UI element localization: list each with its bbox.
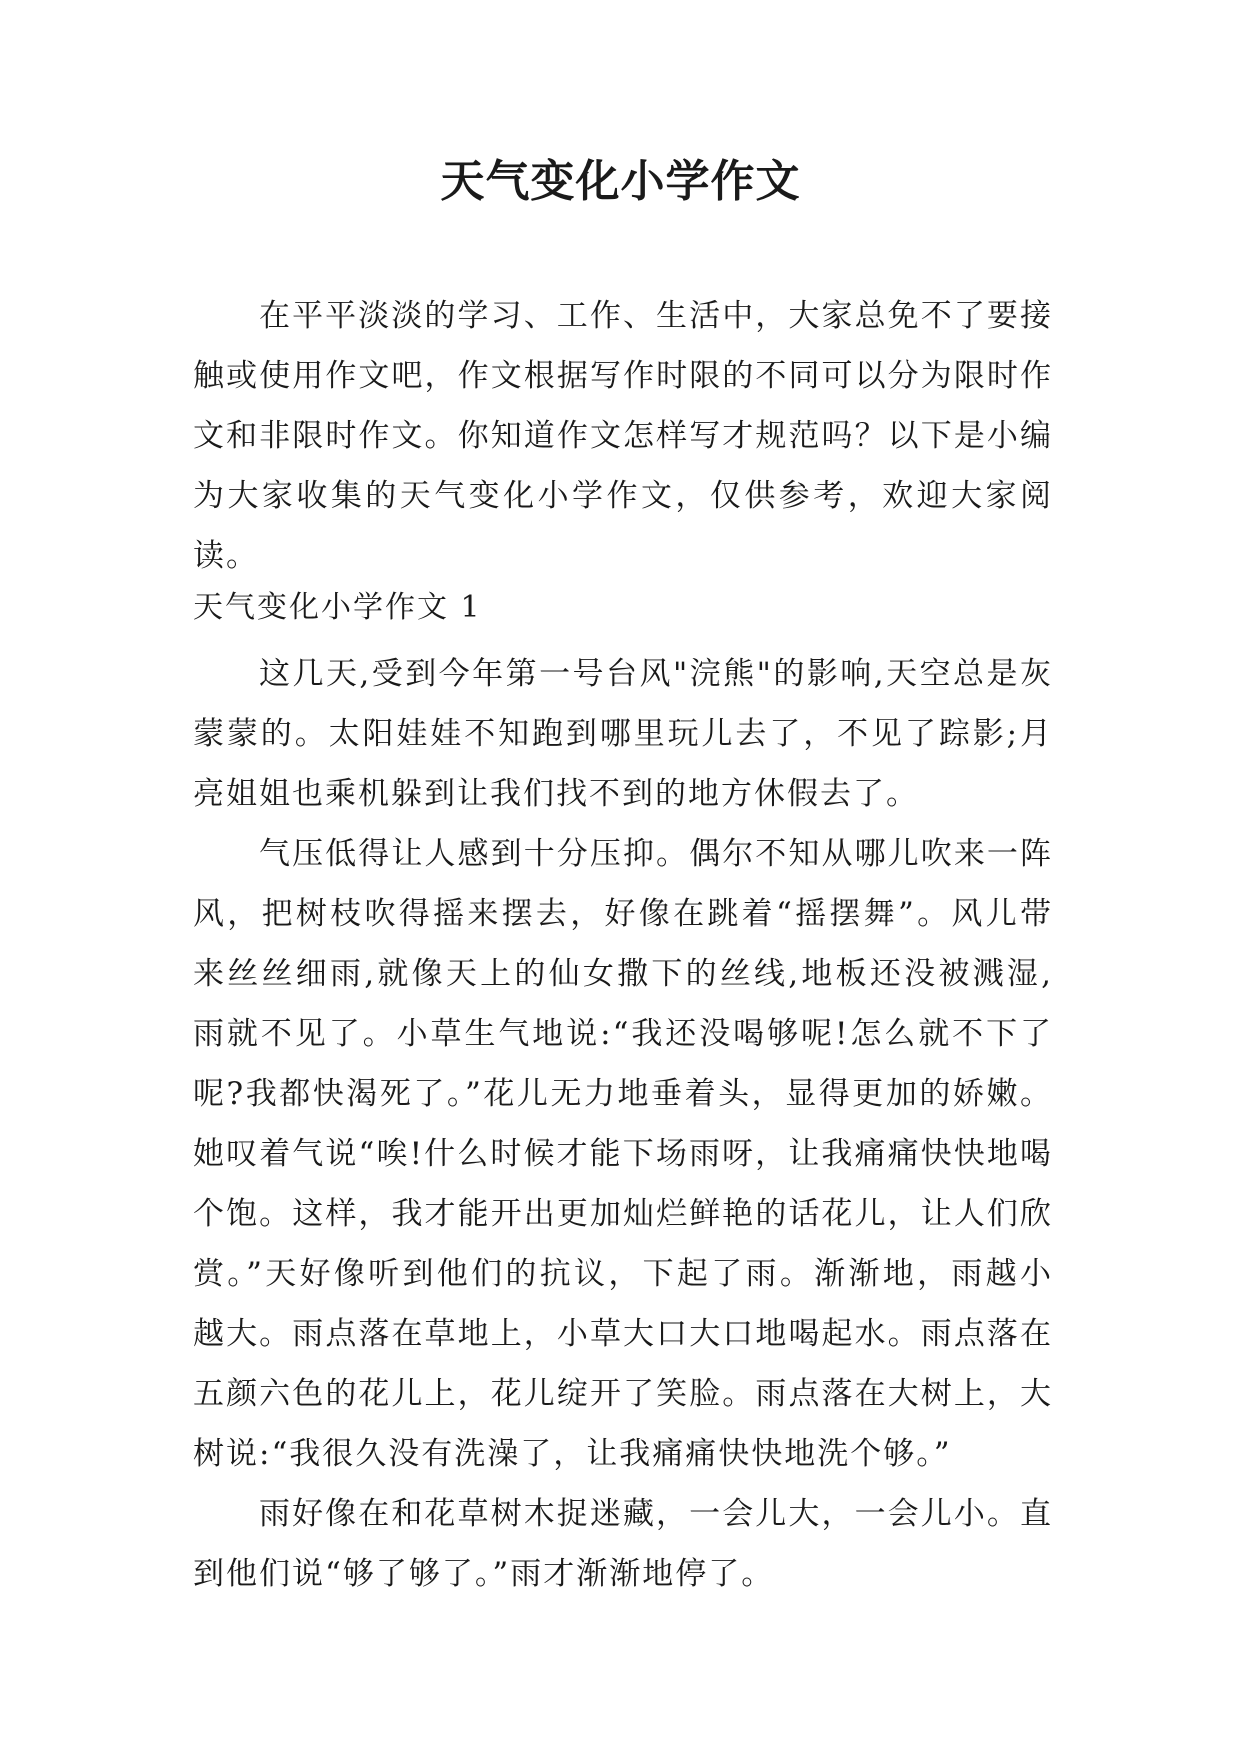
essay-paragraph-2: 气压低得让人感到十分压抑。偶尔不知从哪儿吹来一阵风，把树枝吹得摇来摆去，好像在跳着“摇摆舞”。风儿带来丝丝细雨,就像天上的仙女撒下的丝线,地板还没被溅湿,雨就不见了。小草生气地说:“我还没喝够呢!怎么就不下了呢?我都快渴死了。”花儿无力地垂着头，显得更加的娇嫩。她叹着气说“唉!什么时候才能下场雨呀，让我痛痛快快地喝个饱。这样，我才能开出更加灿烂鲜艳的话花儿，让人们欣赏。”天好像听到他们的抗议，下起了雨。渐渐地，雨越小越大。雨点落在草地上，小草大口大口地喝起水。雨点落在五颜六色的花儿上，花儿绽开了笑脸。雨点落在大树上，大树说:“我很久没有洗澡了，让我痛痛快快地洗个够。” — [193, 836, 1053, 1472]
intro-paragraph: 在平平淡淡的学习、工作、生活中，大家总免不了要接触或使用作文吧，作文根据写作时限的不同可以分为限时作文和非限时作文。你知道作文怎样写才规范吗？以下是小编为大家收集的天气变化小学作文，仅供参考，欢迎大家阅读。 — [193, 298, 1053, 574]
document-title: 天气变化小学作文 — [440, 156, 801, 207]
section-heading: 天气变化小学作文 1 — [193, 590, 482, 625]
essay-paragraph-1: 这几天,受到今年第一号台风"浣熊"的影响,天空总是灰蒙蒙的。太阳娃娃不知跑到哪里玩儿去了，不见了踪影;月亮姐姐也乘机躲到让我们找不到的地方休假去了。 — [193, 656, 1053, 812]
intro-block — [193, 286, 1053, 586]
essay-paragraph-3: 雨好像在和花草树木捉迷藏，一会儿大，一会儿小。直到他们说“够了够了。”雨才渐渐地停了。 — [193, 1496, 1053, 1592]
essay-section — [193, 578, 1053, 1604]
